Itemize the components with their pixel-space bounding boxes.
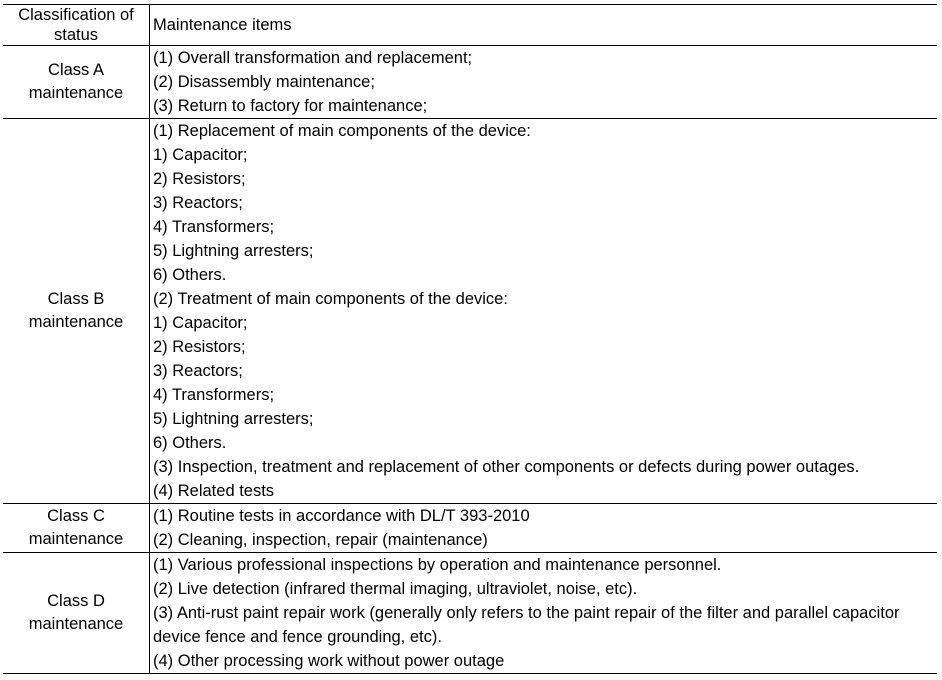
table-row-class-d [3,553,937,674]
list-item: (2) Treatment of main components of the device: [153,290,508,308]
list-item: 4) Transformers; [153,218,275,236]
list-item: 6) Others. [153,434,227,452]
list-item: (3) Anti-rust paint repair work (generally only refers to the paint repair of the filter and parallel capacitor device fence and fence grounding, etc). [153,604,900,646]
list-item: (2) Cleaning, inspection, repair (maintenance) [153,531,488,549]
list-item: (3) Inspection, treatment and replacement of other components or defects during power outages. [153,458,860,476]
list-item: 3) Reactors; [153,362,243,380]
maintenance-classification-table [3,4,937,674]
list-item: (2) Live detection (infrared thermal imaging, ultraviolet, noise, etc). [153,580,638,598]
list-item: (1) Various professional inspections by operation and maintenance personnel. [153,556,722,574]
list-item: 5) Lightning arresters; [153,410,314,428]
list-item: 2) Resistors; [153,338,246,356]
header-classification-of-status: Classification of status [3,5,150,46]
table-row-class-a [3,46,937,119]
list-item: (4) Related tests [153,482,275,500]
list-item: (3) Return to factory for maintenance; [153,97,428,115]
list-item: (2) Disassembly maintenance; [153,73,375,91]
class-d-label: Class D maintenance [3,553,150,674]
class-a-items [150,46,938,119]
class-c-items [150,504,938,553]
table-row-class-c [3,504,937,553]
class-c-label: Class C maintenance [3,504,150,553]
list-item: 5) Lightning arresters; [153,242,314,260]
class-a-label: Class A maintenance [3,46,150,119]
list-item: 3) Reactors; [153,194,243,212]
class-d-items [150,553,938,674]
list-item: (1) Replacement of main components of the device: [153,122,531,140]
list-item: 1) Capacitor; [153,146,248,164]
list-item: 6) Others. [153,266,227,284]
list-item: (4) Other processing work without power outage [153,652,505,670]
table-row-class-b [3,119,937,504]
list-item: 4) Transformers; [153,386,275,404]
list-item: 1) Capacitor; [153,314,248,332]
list-item: 2) Resistors; [153,170,246,188]
list-item: (1) Overall transformation and replacement; [153,49,473,67]
table-header-row [3,5,937,46]
list-item: (1) Routine tests in accordance with DL/T 393-2010 [153,507,530,525]
header-maintenance-items: Maintenance items [150,5,938,46]
class-b-label: Class B maintenance [3,119,150,504]
class-b-items [150,119,938,504]
